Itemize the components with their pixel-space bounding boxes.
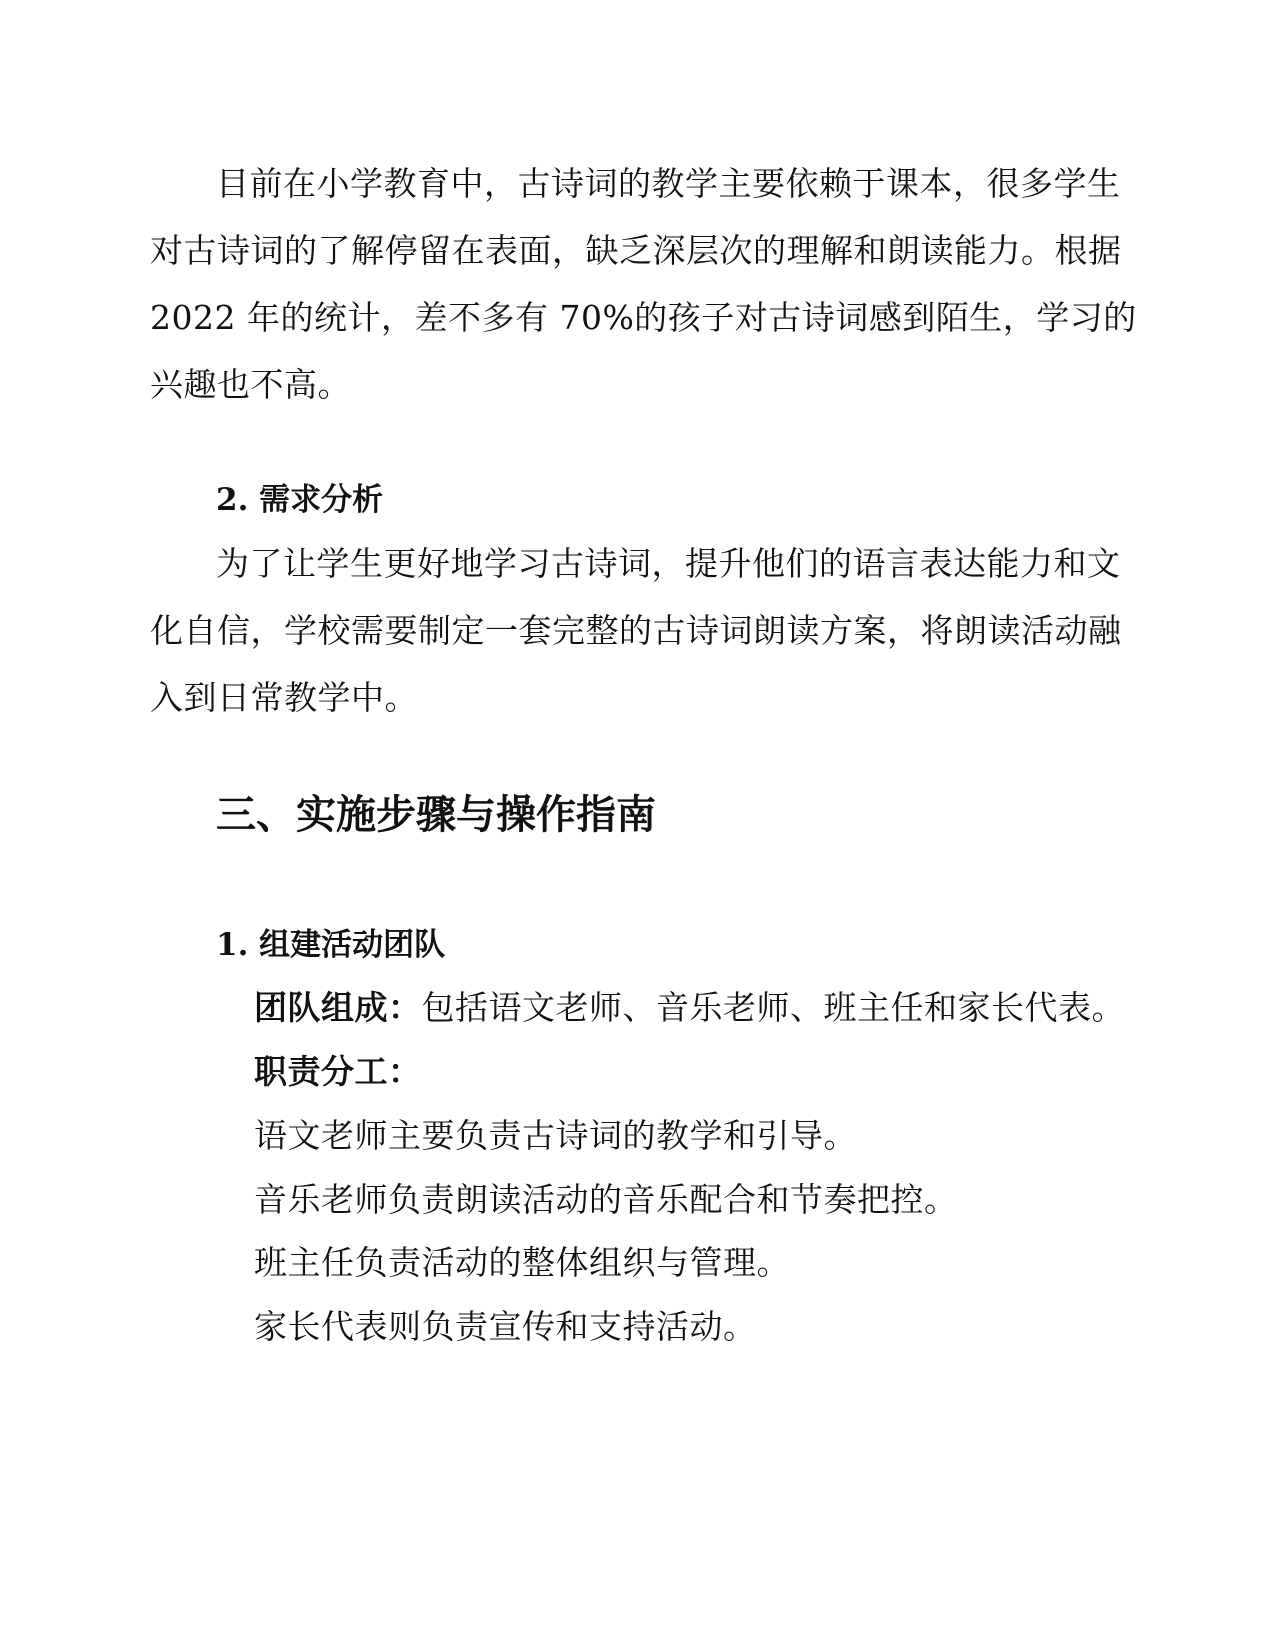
paragraph-line: 目前在小学教育中，古诗词的教学主要依赖于课本，很多学生 <box>216 164 1121 203</box>
duty-item: 语文老师主要负责古诗词的教学和引导。 <box>254 1116 857 1155</box>
paragraph-line: 为了让学生更好地学习古诗词，提升他们的语言表达能力和文 <box>216 544 1121 583</box>
subheading-build-team: 1. 组建活动团队 <box>216 927 446 963</box>
needs-analysis-paragraph <box>150 530 1122 731</box>
intro-paragraph <box>150 150 1137 418</box>
duty-item: 音乐老师负责朗读活动的音乐配合和节奏把控。 <box>254 1180 958 1219</box>
team-composition-text: 包括语文老师、音乐老师、班主任和家长代表。 <box>421 988 1125 1027</box>
team-composition-label: 团队组成： <box>254 988 422 1027</box>
section-heading-implementation: 三、实施步骤与操作指南 <box>216 791 656 838</box>
paragraph-line: 入到日常教学中。 <box>150 678 418 717</box>
duty-item: 家长代表则负责宣传和支持活动。 <box>254 1307 757 1346</box>
paragraph-line: 对古诗词的了解停留在表面，缺乏深层次的理解和朗读能力。根据 <box>150 231 1122 270</box>
paragraph-line: 兴趣也不高。 <box>150 365 351 404</box>
subheading-needs-analysis: 2. 需求分析 <box>216 482 384 518</box>
duty-label: 职责分工： <box>254 1052 422 1091</box>
duty-division-label <box>254 1050 422 1094</box>
paragraph-line: 化自信，学校需要制定一套完整的古诗词朗读方案，将朗读活动融 <box>150 611 1122 650</box>
team-composition <box>254 986 1125 1030</box>
paragraph-line: 2022 年的统计，差不多有 70%的孩子对古诗词感到陌生，学习的 <box>150 298 1137 337</box>
duty-item: 班主任负责活动的整体组织与管理。 <box>254 1243 790 1282</box>
